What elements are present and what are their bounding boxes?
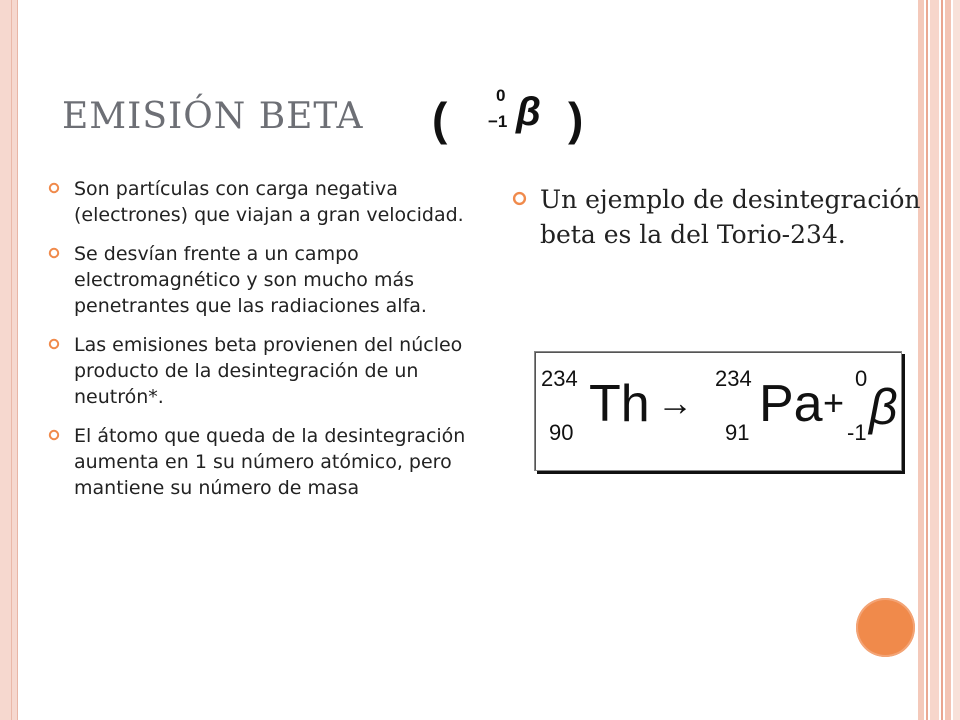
plus-sign: + bbox=[823, 382, 845, 423]
example-text: Un ejemplo de desintegración beta es la del Torio-234. bbox=[540, 185, 921, 249]
close-paren: ) bbox=[568, 93, 584, 145]
beta-charge: −1 bbox=[488, 112, 508, 131]
th-symbol: Th bbox=[589, 375, 650, 433]
bullet-list bbox=[48, 176, 488, 514]
right-decorative-stripes bbox=[918, 0, 960, 720]
stripe bbox=[945, 0, 951, 720]
list-item bbox=[48, 241, 488, 319]
left-border-line bbox=[11, 0, 12, 720]
circle-bullet-icon bbox=[48, 182, 60, 194]
circle-bullet-icon bbox=[512, 191, 527, 206]
thorium-decay-equation bbox=[534, 351, 902, 471]
list-item bbox=[48, 332, 488, 410]
th-atomic-number: 90 bbox=[549, 420, 574, 445]
arrow-icon: → bbox=[657, 382, 693, 423]
decorative-orange-circle bbox=[856, 598, 915, 657]
stripe bbox=[953, 0, 960, 720]
circle-bullet-icon bbox=[48, 247, 60, 259]
bullet-text: El átomo que queda de la desintegración aumenta en 1 su número atómico, pero mantiene su número de masa bbox=[74, 425, 466, 499]
pa-mass-number: 234 bbox=[715, 366, 752, 391]
stripe bbox=[941, 0, 943, 720]
beta-symbol: β bbox=[869, 379, 898, 435]
stripe bbox=[918, 0, 924, 720]
open-paren: ( bbox=[432, 93, 448, 145]
list-item bbox=[48, 176, 488, 228]
th-mass-number: 234 bbox=[541, 366, 578, 391]
stripe bbox=[926, 0, 928, 720]
circle-bullet-icon bbox=[48, 338, 60, 350]
left-decorative-border bbox=[0, 0, 18, 720]
beta-charge: -1 bbox=[847, 420, 867, 445]
bullet-text: Son partículas con carga negativa (electrones) que viajan a gran velocidad. bbox=[74, 178, 464, 226]
bullet-text: Se desvían frente a un campo electromagnético y son mucho más penetrantes que las radiaciones alfa. bbox=[74, 243, 427, 317]
list-item bbox=[48, 423, 488, 501]
pa-atomic-number: 91 bbox=[725, 420, 750, 445]
circle-bullet-icon bbox=[48, 429, 60, 441]
bullet-text: Las emisiones beta provienen del núcleo producto de la desintegración de un neutrón*. bbox=[74, 334, 463, 408]
example-text-block bbox=[512, 182, 922, 252]
beta-mass-number: 0 bbox=[855, 366, 868, 391]
beta-mass-number: 0 bbox=[496, 86, 506, 105]
beta-symbol: β bbox=[516, 90, 541, 134]
pa-symbol: Pa bbox=[759, 375, 823, 433]
slide-title: EMISIÓN BETA bbox=[62, 96, 364, 137]
stripe bbox=[930, 0, 939, 720]
